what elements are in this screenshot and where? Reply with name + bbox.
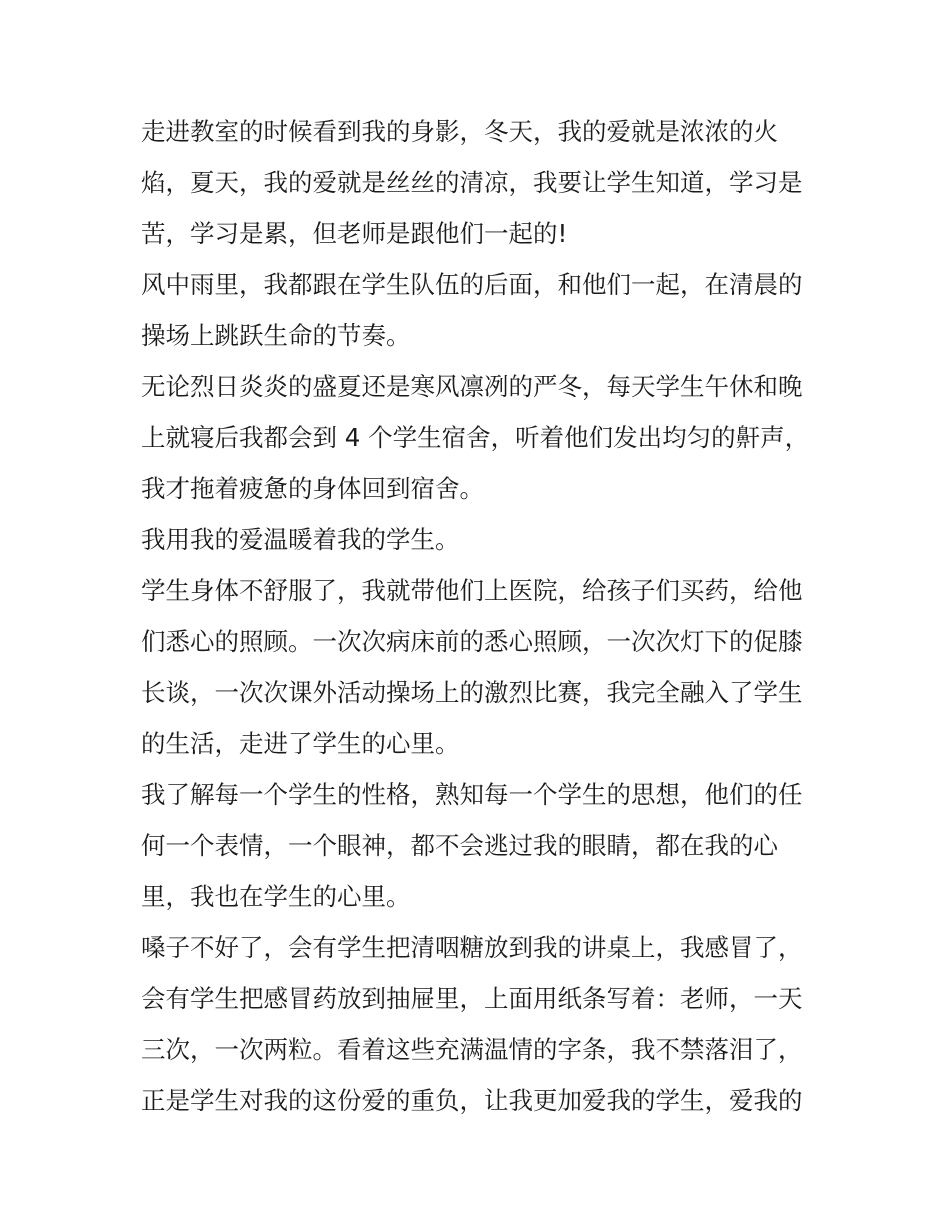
text-line: 嗓子不好了，会有学生把清咽糖放到我的讲桌上，我感冒了， <box>141 933 803 962</box>
text-line: 上就寝后我都会到 4 个学生宿舍，听着他们发出均匀的鼾声， <box>141 423 810 452</box>
text-line: 走进教室的时候看到我的身影，冬天，我的爱就是浓浓的火 <box>141 117 778 146</box>
text-line: 风中雨里，我都跟在学生队伍的后面，和他们一起，在清晨的 <box>141 270 803 299</box>
text-line: 的生活，走进了学生的心里。 <box>141 729 460 758</box>
text-line: 三次，一次两粒。看着这些充满温情的字条，我不禁落泪了， <box>141 1035 803 1064</box>
text-line: 们悉心的照顾。一次次病床前的悉心照顾，一次次灯下的促膝 <box>141 627 803 656</box>
text-line: 长谈，一次次课外活动操场上的激烈比赛，我完全融入了学生 <box>141 678 803 707</box>
text-line: 我用我的爱温暖着我的学生。 <box>141 525 460 554</box>
text-line: 焰，夏天，我的爱就是丝丝的清凉，我要让学生知道，学习是 <box>141 168 803 197</box>
text-line: 会有学生把感冒药放到抽屉里，上面用纸条写着：老师，一天 <box>141 984 803 1013</box>
body-text <box>141 106 813 1126</box>
text-line: 操场上跳跃生命的节奏。 <box>141 321 411 350</box>
text-line: 苦，学习是累，但老师是跟他们一起的! <box>141 219 568 248</box>
text-line: 学生身体不舒服了，我就带他们上医院，给孩子们买药，给他 <box>141 576 803 605</box>
text-line: 我了解每一个学生的性格，熟知每一个学生的思想，他们的任 <box>141 780 803 809</box>
text-line: 正是学生对我的这份爱的重负，让我更加爱我的学生，爱我的 <box>141 1086 803 1115</box>
text-line: 我才拖着疲惫的身体回到宿舍。 <box>141 474 484 503</box>
text-line: 何一个表情，一个眼神，都不会逃过我的眼睛，都在我的心 <box>141 831 778 860</box>
text-line: 无论烈日炎炎的盛夏还是寒风凛冽的严冬，每天学生午休和晚 <box>141 372 803 401</box>
text-line: 里，我也在学生的心里。 <box>141 882 411 911</box>
